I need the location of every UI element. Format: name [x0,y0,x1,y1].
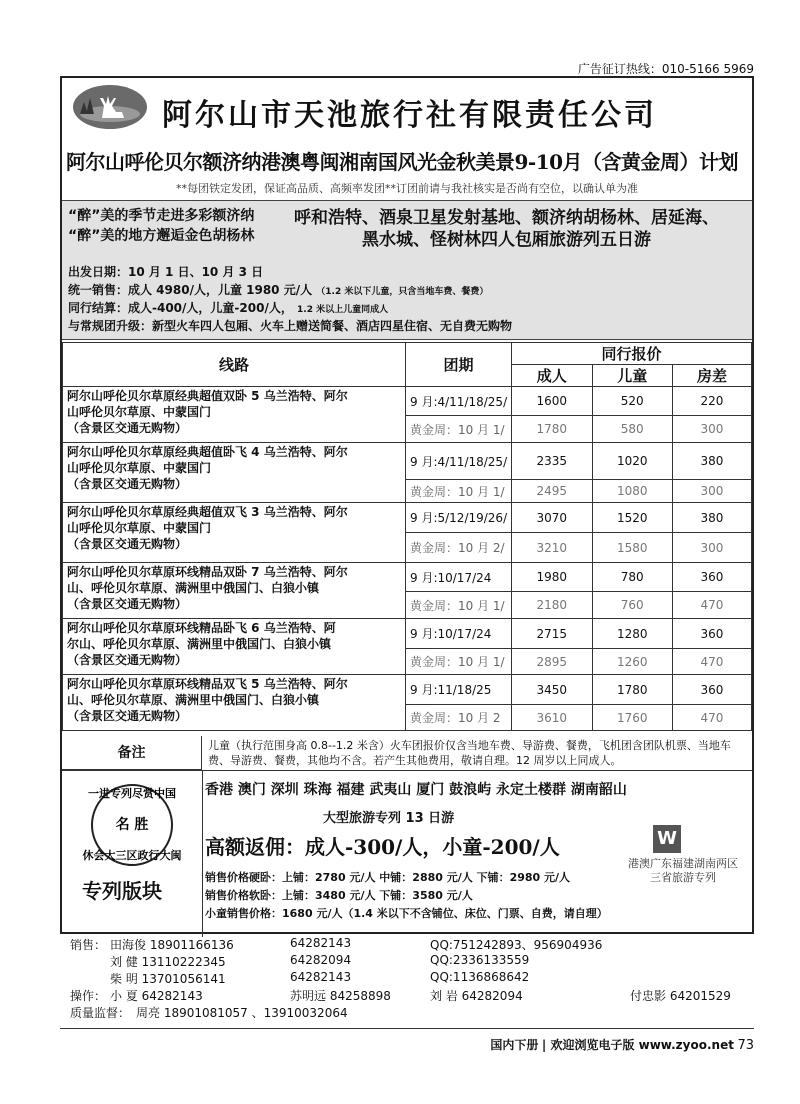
child-price: 1760 [592,705,672,731]
plan-title: 阿尔山呼伦贝尔额济纳港澳粤闽湘南国风光金秋美景9-10月（含黄金周）计划 [66,150,739,174]
quality-contact: 周亮 18901081057 、13910032064 [136,1006,348,1020]
adult-price: 1600 [512,387,592,416]
operation-label: 操作： [70,989,107,1003]
date-cell: 9 月:11/18/25 [406,675,512,705]
adult-price: 1780 [512,416,592,443]
seal-text-mid: 名 胜 [115,817,149,833]
date-cell: 9 月:4/11/18/25/ [406,387,512,416]
adult-price: 3210 [512,533,592,563]
seal-text-top: 一进专列尽赏中国 [88,787,176,800]
golden-date-cell: 黄金周：10 月 2 [406,705,512,731]
route-cell: 阿尔山呼伦贝尔草原经典超值双飞 3 乌兰浩特、阿尔 山呼伦贝尔草原、中蒙国门 （含景区交通无购物） [63,503,406,563]
golden-date-cell: 黄金周：10 月 1/ [406,592,512,619]
room-price: 380 [672,503,751,533]
golden-date-cell: 黄金周：10 月 1/ [406,480,512,503]
room-price: 360 [672,619,751,649]
price-soft-sleeper: 销售价格软卧：上铺：3480 元/人 下铺：3580 元/人 [205,889,473,902]
price-hard-sleeper: 销售价格硬卧：上铺：2780 元/人 中铺：2880 元/人 下铺：2980 元/人 [205,871,571,884]
footer-website: 欢迎浏览电子版 www.zyoo.net [550,1038,734,1052]
retail-price: 统一销售：成人 4980/人，儿童 1980 元/人 （1.2 米以下儿童，只含当地车费、餐费） [68,283,489,297]
contact-tel: 64282094 [290,953,352,967]
table-row [63,387,752,416]
rebate-info: 高额返佣：成人-300/人，小童-200/人 [205,835,560,859]
route-cell: 阿尔山呼伦贝尔草原环线精品双卧 7 乌兰浩特、阿尔 山、呼伦贝尔草原、满洲里中俄国门、白狼小镇 （含景区交通无购物） [63,563,406,619]
peer-price: 同行结算：成人-400/人，儿童-200/人， 1.2 米以上儿童同成人 [68,301,389,315]
slogan-1: “醉”美的季节走进多彩额济纳 [68,208,255,224]
operation-contact: 刘 岩 64282094 [430,989,523,1003]
notes-label: 备注 [62,736,202,770]
route-cell: 阿尔山呼伦贝尔草原环线精品双飞 5 乌兰浩特、阿尔 山、呼伦贝尔草原、满洲里中俄国门、白狼小镇 （含景区交通无购物） [63,675,406,731]
room-price: 300 [672,416,751,443]
child-price: 1520 [592,503,672,533]
contact-label: 销售： [70,938,107,952]
route-cell: 阿尔山呼伦贝尔草原经典超值双卧 5 乌兰浩特、阿尔 山呼伦贝尔草原、中蒙国门 （含景区交通无购物） [63,387,406,443]
header-room: 房差 [672,365,751,387]
header-child: 儿童 [592,365,672,387]
contact-qq: QQ:751242893、956904936 [430,938,603,952]
featured-tour-box [62,200,752,340]
featured-route-line-1: 呼和浩特、酒泉卫星发射基地、额济纳胡杨林、居延海、 [294,208,719,228]
price-table [62,342,752,731]
adult-price: 2180 [512,592,592,619]
adult-price: 3070 [512,503,592,533]
operation-contact: 付忠影 64201529 [630,989,731,1003]
child-price: 780 [592,563,672,592]
header-date: 团期 [406,343,512,387]
golden-date-cell: 黄金周：10 月 2/ [406,533,512,563]
contact-tel: 64282143 [290,970,352,984]
special-train-block [62,770,752,938]
special-train-title: 专列版块 [82,879,162,903]
w-logo-icon: W [653,825,681,853]
date-cell: 9 月:10/17/24 [406,619,512,649]
route-cell: 阿尔山呼伦贝尔草原经典超值卧飞 4 乌兰浩特、阿尔 山呼伦贝尔草原、中蒙国门 （含景区交通无购物） [63,443,406,503]
room-price: 380 [672,443,751,480]
table-row [63,563,752,592]
adult-price: 2335 [512,443,592,480]
room-price: 470 [672,592,751,619]
adult-price: 2715 [512,619,592,649]
child-price: 760 [592,592,672,619]
destinations: 香港 澳门 深圳 珠海 福建 武夷山 厦门 鼓浪屿 永定土楼群 湖南韶山 [205,782,627,798]
footer-divider [60,1028,754,1029]
child-price: 1080 [592,480,672,503]
company-name: 阿尔山市天池旅行社有限责任公司 [162,98,657,133]
table-row [63,619,752,649]
tour-name: 大型旅游专列 13 日游 [323,811,455,826]
w-logo-caption: 港澳广东福建湖南两区三省旅游专列 [628,857,738,884]
header-adult: 成人 [512,365,592,387]
price-child: 小童销售价格：1680 元/人（1.4 米以下不含铺位、床位、门票、自费，请自理） [205,907,608,920]
notes-text: 儿童（执行范围身高 0.8--1.2 米含）火车团报价仅含当地车费、导游费、餐费，飞机团含团队机票、当地车费、导游费、餐费，其他均不含。若产生其他费用，敬请自理。12 周岁以上同成人。 [208,739,731,767]
table-row [63,443,752,480]
adult-price: 2495 [512,480,592,503]
operation-contact: 苏明远 84258898 [290,989,391,1003]
room-price: 470 [672,705,751,731]
upgrade-info: 与常规团升级：新型火车四人包厢、火车上赠送简餐、酒店四星住宿、无自费无购物 [68,319,513,333]
room-price: 300 [672,533,751,563]
contact-name: 柴 明 13701056141 [110,972,226,986]
contact-qq: QQ:2336133559 [430,953,530,967]
date-cell: 9 月:5/12/19/26/ [406,503,512,533]
golden-date-cell: 黄金周：10 月 1/ [406,649,512,675]
circular-seal-stamp [72,777,192,877]
special-train-details [202,771,752,937]
date-cell: 9 月:10/17/24 [406,563,512,592]
child-price: 1020 [592,443,672,480]
table-header-row [63,343,752,365]
deer-logo-icon [72,84,148,130]
adult-price: 2895 [512,649,592,675]
contact-name: 刘 健 13110222345 [110,955,226,969]
plan-subtitle: **每团铁定发团，保证高品质、高频率发团**订团前请与我社核实是否尚有空位，以确认单为准 [176,182,638,195]
child-price: 1780 [592,675,672,705]
adult-price: 1980 [512,563,592,592]
room-price: 300 [672,480,751,503]
company-header [62,78,752,140]
date-cell: 9 月:4/11/18/25/ [406,443,512,480]
table-row [63,675,752,705]
golden-date-cell: 黄金周：10 月 1/ [406,416,512,443]
seal-text-bottom: 休会大三区政行大闽 [82,849,182,862]
footer-section: 国内下册 [490,1038,539,1052]
ad-frame [60,76,754,934]
slogan-2: “醉”美的地方邂逅金色胡杨林 [68,228,255,244]
route-cell: 阿尔山呼伦贝尔草原环线精品卧飞 6 乌兰浩特、阿 尔山、呼伦贝尔草原、满洲里中俄国门、白狼小镇 （含景区交通无购物） [63,619,406,675]
child-price: 1280 [592,619,672,649]
page-number: 73 [737,1038,754,1053]
adult-price: 3610 [512,705,592,731]
room-price: 360 [672,675,751,705]
featured-route-line-2: 黑水城、怪树林四人包厢旅游列五日游 [362,230,651,250]
room-price: 220 [672,387,751,416]
child-price: 1580 [592,533,672,563]
header-route: 线路 [63,343,406,387]
depart-dates: 出发日期：10 月 1 日、10 月 3 日 [68,265,264,279]
room-price: 360 [672,563,751,592]
contact-tel: 64282143 [290,936,352,950]
child-price: 580 [592,416,672,443]
room-price: 470 [672,649,751,675]
adult-price: 3450 [512,675,592,705]
quality-label: 质量监督： [70,1006,131,1020]
contact-name: 田海俊 18901166136 [110,938,234,952]
table-row [63,503,752,533]
header-peer-price: 同行报价 [512,343,752,365]
child-price: 1260 [592,649,672,675]
child-price: 520 [592,387,672,416]
page-footer: 国内下册 | 欢迎浏览电子版 www.zyoo.net 73 [490,1038,754,1053]
ad-hotline: 广告征订热线：010-5166 5969 [577,62,754,76]
operation-contact: 小 夏 64282143 [110,989,203,1003]
contact-qq: QQ:1136868642 [430,970,530,984]
